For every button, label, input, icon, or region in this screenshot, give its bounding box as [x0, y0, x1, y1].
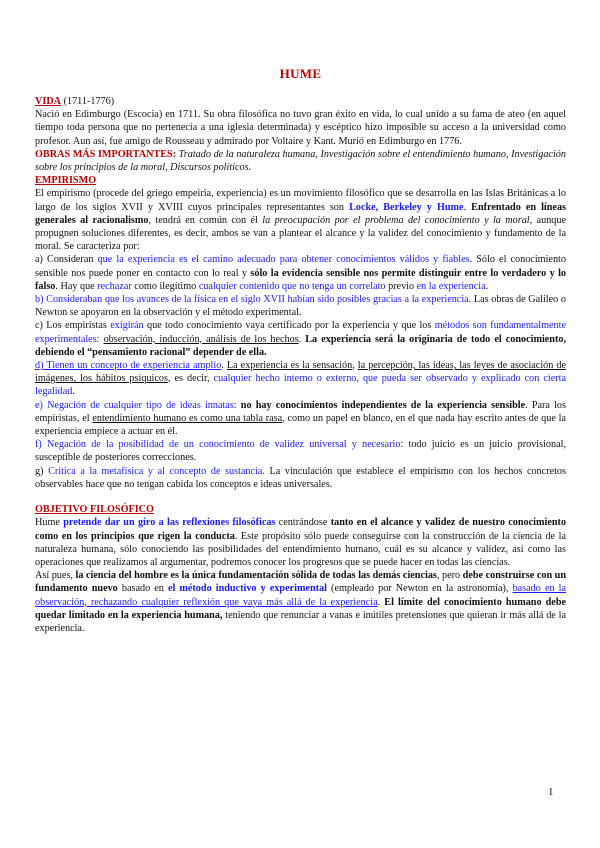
item-highlight: en la experiencia	[416, 280, 486, 292]
item-highlight: exigirán	[110, 320, 144, 332]
obras-section	[35, 148, 566, 174]
objetivo-text: , pero	[436, 570, 463, 582]
item-highlight: b) Consideraban que los avances de la física en el siglo XVII habían sido posibles gracias a la experiencia.	[35, 294, 472, 306]
item-text: Las obras de Galileo o Newton se apoyaron en la observación y el método experimental.	[35, 294, 566, 319]
section-spacer	[35, 491, 566, 503]
item-bold: La experiencia será la originaria de todo el conocimiento, debiendo el “pensamiento racional” depender de ella.	[35, 333, 566, 358]
item-text: como ilegítimo	[131, 280, 199, 292]
objetivo-text: . Este propósito sólo puede conseguirse con la construcción de la ciencia de la naturaleza humana, sólo conociendo las posibilidades del entendimiento humano, cuál es su alcance y validez, así como las operaciones que realizamos al argumentar, podremos conocer los progresos que se puede hacer en todas las ciencias.	[35, 530, 566, 568]
empirismo-item-c	[35, 319, 566, 359]
objetivo-heading: OBJETIVO FILOSÓFICO	[35, 504, 154, 516]
obras-heading: OBRAS MÁS IMPORTANTES:	[35, 148, 177, 160]
item-text: .	[298, 333, 306, 345]
empirismo-preocupacion: la preocupación por el problema del conocimiento y la moral	[262, 214, 530, 226]
objetivo-bold: debe construirse con un fundamento nuevo	[35, 570, 567, 595]
item-underlined: entendimiento humano es como una tabla rasa	[92, 412, 283, 424]
objetivo-bold: tanto en el alcance y validez de nuestro conocimiento como en los principios que rigen la conducta	[35, 517, 566, 542]
objetivo-text: (empleado por Newton en la astronomía),	[326, 583, 513, 595]
item-text: :	[233, 399, 241, 411]
item-text: .	[221, 360, 227, 372]
item-highlight: e) Negación de cualquier tipo de ideas innatas	[35, 399, 234, 411]
empirismo-intro-text: .	[463, 201, 472, 213]
objetivo-section	[35, 503, 566, 569]
obras-text: Tratado de la naturaleza humana, Investigación sobre el entendimiento humano, Investigación sobre los principios de la moral, Discursos políticos.	[35, 148, 566, 174]
item-text: .	[485, 280, 489, 292]
empirismo-intro-text: , aunque propugnen soluciones diferentes, es decir, ambos se van a plantear el alcance y la validez del conocimiento y fundamento de la moral. Se caracteriza por:	[35, 214, 566, 253]
document-body	[35, 95, 566, 635]
item-highlight: rechazar	[97, 280, 132, 292]
item-highlight: cualquier contenido que no tenga un correlato	[198, 280, 386, 292]
item-text: . Sólo el conocimiento sensible nos puede poner en contacto con lo real y	[35, 254, 566, 279]
objetivo-text: .	[377, 596, 385, 608]
empirismo-item-e	[35, 399, 566, 439]
item-text: .	[72, 386, 75, 398]
item-highlight: cualquier hecho interno o externo, que pueda ser observado y explicado con cierta legalidad	[35, 373, 566, 398]
item-text: g)	[35, 465, 49, 477]
item-highlight: que la experiencia es el camino adecuado para obtener conocimientos válidos y fiables	[97, 254, 470, 266]
item-underlined: observación, inducción, análisis de los hechos	[103, 333, 299, 345]
objetivo-text: teniendo que renunciar a vanas e inútiles pretensiones que quieran ir más allá de la experiencia.	[35, 609, 566, 634]
objetivo-bold: la ciencia del hombre es la única fundamentación sólida de todas las demás ciencias	[75, 570, 437, 582]
item-bold: no hay conocimientos independientes de la experiencia sensible	[240, 399, 526, 411]
vida-section	[35, 95, 566, 148]
objetivo-text: basado en	[117, 583, 168, 595]
empirismo-item-g	[35, 465, 566, 491]
empirismo-racionalismo: Enfrentado en líneas generales al racionalismo	[35, 201, 567, 226]
item-text: ,	[352, 360, 358, 372]
item-highlight: métodos son fundamentalmente experimentales	[35, 320, 566, 345]
objetivo-highlight: el método inductivo y experimental	[167, 583, 327, 595]
item-underlined: la percepción, las ideas, las leyes de asociación de imágenes, los hábitos psíquicos	[35, 360, 566, 385]
objetivo-text: Así pues,	[35, 570, 76, 582]
empirismo-section	[35, 174, 566, 253]
vida-heading: VIDA	[35, 96, 62, 107]
objetivo-paragraph-2	[35, 569, 566, 635]
empirismo-item-a	[35, 253, 566, 293]
item-text: . Hay que	[55, 280, 98, 292]
empirismo-item-b	[35, 293, 566, 319]
objetivo-highlight: pretende dar un giro a las reflexiones filosóficas	[63, 517, 276, 529]
item-text: , como un papel en blanco, en el que nada hay escrito antes de que la experiencia empiece a actuar en él.	[35, 412, 566, 438]
vida-dates: (1711-1776)	[61, 96, 115, 107]
item-text: . La vinculación que establece el empirismo con los hechos concretos observables hace que no tengan cabida los conceptos e ideas universales.	[35, 465, 566, 490]
empirismo-item-d	[35, 359, 566, 399]
item-highlight: f) Negación de la posibilidad de un conocimiento de validez universal y necesario	[35, 439, 401, 451]
empirismo-intro-text: , tendrá en común con él	[148, 214, 263, 226]
objetivo-bold: El límite del conocimiento humano debe quedar limitado en la experiencia humana,	[35, 596, 567, 621]
item-text: . Para los empiristas, el	[35, 399, 566, 424]
objetivo-text: Hume	[35, 517, 64, 529]
objetivo-highlight: basado en la observación, rechazando cualquier reflexión que vaya más allá de la experiencia	[35, 583, 566, 608]
empirismo-intro-text: El empirismo (procede del griego empeiria, experiencia) es un movimiento filosófico que se desarrolla en las Islas Británicas a lo largo de los siglos XVII y XVIII cuyos principales representantes son	[35, 188, 566, 213]
page-number: 1	[548, 786, 554, 798]
item-text: c) Los empiristas	[35, 320, 111, 332]
item-highlight: Crítica a la metafísica y al concepto de sustancia	[48, 465, 263, 477]
item-underlined: La experiencia es la sensación	[226, 360, 353, 372]
item-text: : todo juicio es un juicio provisional, susceptible de posteriores correcciones.	[35, 439, 567, 464]
item-text: :	[96, 333, 104, 345]
empirismo-representatives: Locke, Berkeley y Hume	[349, 201, 464, 213]
empirismo-item-f	[35, 438, 566, 464]
item-highlight: d) Tienen un concepto de experiencia amplio	[35, 360, 222, 372]
vida-text: Nació en Edimburgo (Escocia) en 1711. Su obra filosófica no tuvo gran éxito en vida, lo cual unido a su fama de ateo (en aquel tiempo toda persona que no pertenecía a una iglesia determinada) y escéptico hizo imposible su acceso a la universidad como profesor. Aun así, fue amigo de Rousseau y admirado por Voltaire y Kant. Murió en Edimburgo en 1776.	[35, 109, 566, 147]
item-text: a) Consideran	[35, 254, 98, 266]
item-text: que todo conocimiento vaya certificado por la experiencia y que los	[143, 320, 435, 332]
empirismo-heading: EMPIRISMO	[35, 175, 97, 187]
page-title: HUME	[279, 66, 322, 81]
item-text: previo	[385, 280, 417, 292]
item-bold: sólo la evidencia sensible nos permite distinguir entre lo verdadero y lo falso	[35, 267, 566, 292]
objetivo-text: centrándose	[275, 517, 331, 529]
item-text: , es decir,	[167, 373, 214, 385]
